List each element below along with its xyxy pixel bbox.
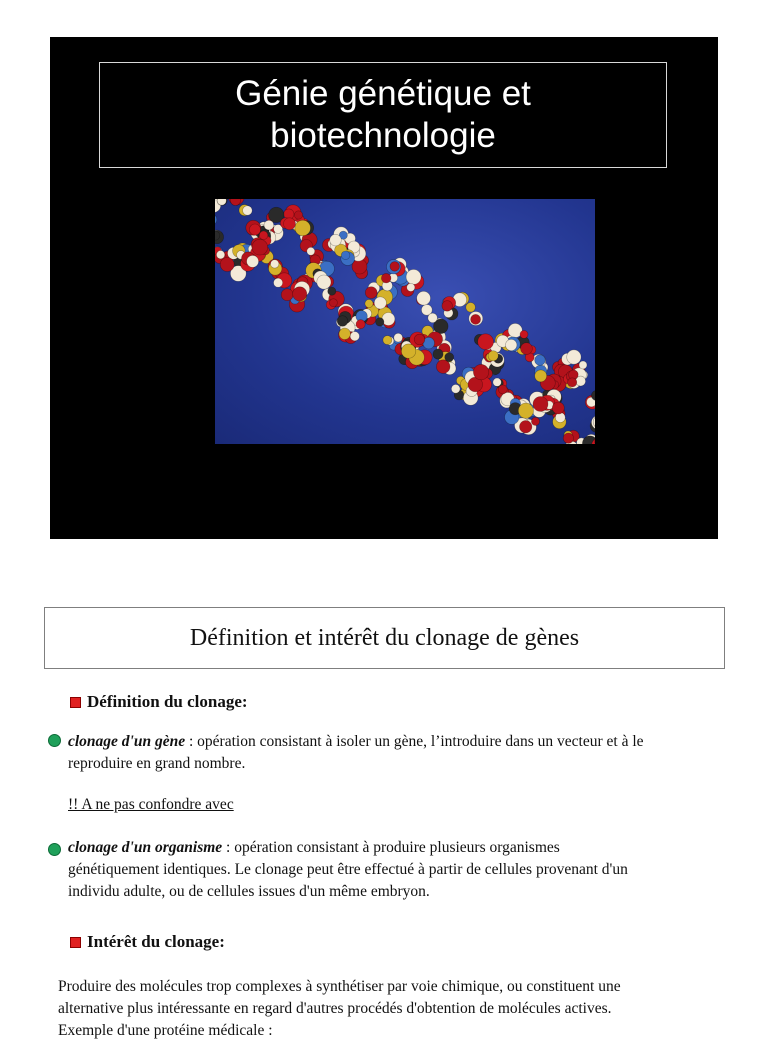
slide2-title: Définition et intérêt du clonage de gènes (190, 625, 579, 652)
atom-sphere (216, 251, 224, 259)
atom-sphere (433, 349, 443, 359)
atom-sphere (281, 289, 293, 301)
atom-sphere (247, 255, 259, 267)
atom-sphere (535, 370, 547, 382)
atom-sphere (533, 397, 548, 412)
atom-sphere (493, 378, 501, 386)
item1-text: : opération consistant à isoler un gène, l’introduire dans un vecteur et à le (185, 733, 643, 750)
atom-sphere (217, 199, 226, 205)
atom-sphere (390, 262, 400, 272)
warning-text: !! A ne pas confondre avec (68, 794, 234, 816)
atom-sphere (552, 402, 564, 414)
item2-line3: individu adulte, ou de cellules issues d'un même embryon. (68, 881, 430, 903)
atom-sphere (498, 385, 507, 394)
atom-sphere (531, 417, 539, 425)
atom-sphere (252, 239, 268, 255)
atom-sphere (350, 332, 359, 341)
item2-line2: génétiquement identiques. Le clonage peut être effectué à partir de cellules provenant d'un (68, 859, 628, 881)
interest-line1: Produire des molécules trop complexes à synthétiser par voie chimique, ou constituent une (58, 976, 621, 998)
atom-sphere (307, 247, 315, 255)
atom-sphere (406, 269, 421, 284)
atom-sphere (451, 384, 460, 393)
section-heading-text: Définition du clonage: (87, 692, 248, 712)
atom-sphere (295, 220, 311, 236)
item2-text: : opération consistant à produire plusieurs organismes (222, 839, 560, 856)
atom-sphere (271, 260, 279, 268)
atom-sphere (259, 231, 268, 240)
atom-sphere (520, 330, 528, 338)
atom-sphere (264, 220, 274, 230)
term-clonage-organisme: clonage d'un organisme (68, 839, 222, 856)
atom-sphere (535, 355, 546, 366)
atom-sphere (478, 334, 494, 350)
red-square-bullet-icon (70, 697, 81, 708)
dna-molecular-model-image (215, 199, 595, 444)
atom-sphere (274, 278, 283, 287)
title-box (99, 62, 667, 168)
atom-sphere (365, 287, 377, 299)
atom-sphere (414, 334, 425, 345)
atom-sphere (249, 224, 260, 235)
atom-sphere (337, 316, 348, 327)
atom-sphere (215, 214, 217, 226)
section-heading-interet (70, 932, 225, 952)
atom-sphere (579, 361, 587, 369)
section-heading-text: Intérêt du clonage: (87, 932, 225, 952)
slide-title: Génie génétique et biotechnologie (235, 73, 531, 157)
atom-sphere (436, 360, 450, 374)
interest-line2: alternative plus intéressante en regard d'autres procédés d'obtention de molécules actives. (58, 998, 611, 1020)
atom-sphere (488, 351, 498, 361)
item2-line1 (68, 837, 560, 859)
atom-sphere (466, 303, 476, 313)
atom-sphere (520, 421, 532, 433)
green-circle-bullet-icon (48, 734, 61, 747)
atom-sphere (407, 283, 415, 291)
item1-line2: reproduire en grand nombre. (68, 753, 245, 775)
atom-sphere (567, 350, 581, 364)
atom-sphere (365, 300, 373, 308)
atom-sphere (428, 313, 438, 323)
atom-sphere (568, 378, 577, 387)
atom-sphere (381, 273, 391, 283)
atom-sphere (376, 318, 384, 326)
atom-sphere (518, 403, 533, 418)
atom-sphere (284, 218, 296, 230)
atom-sphere (417, 291, 431, 305)
slide2-title-box (44, 607, 725, 669)
atom-sphere (330, 234, 342, 246)
atom-sphere (473, 364, 488, 379)
atom-sphere (220, 258, 234, 272)
atom-sphere (506, 339, 517, 350)
atom-sphere (294, 211, 302, 219)
atom-sphere (341, 251, 350, 260)
atom-sphere (317, 275, 331, 289)
term-clonage-gene: clonage d'un gène (68, 733, 185, 750)
atom-sphere (442, 301, 453, 312)
atom-sphere (521, 343, 533, 355)
title-slide (50, 37, 718, 539)
atom-sphere (445, 353, 454, 362)
red-square-bullet-icon (70, 937, 81, 948)
atom-sphere (401, 344, 415, 358)
item1-line1 (68, 731, 644, 753)
atom-sphere (293, 287, 307, 301)
atom-sphere (394, 333, 403, 342)
atom-sphere (328, 287, 336, 295)
atom-sphere (339, 328, 350, 339)
atom-sphere (471, 314, 481, 324)
interest-line3: Exemple d'une protéine médicale : (58, 1020, 273, 1042)
atom-sphere (356, 320, 365, 329)
green-circle-bullet-icon (48, 843, 61, 856)
atom-sphere (329, 299, 337, 307)
section-heading-definition (70, 692, 248, 712)
atom-sphere (563, 433, 573, 443)
atom-sphere (383, 336, 392, 345)
atom-sphere (374, 297, 386, 309)
atom-sphere (243, 206, 253, 216)
